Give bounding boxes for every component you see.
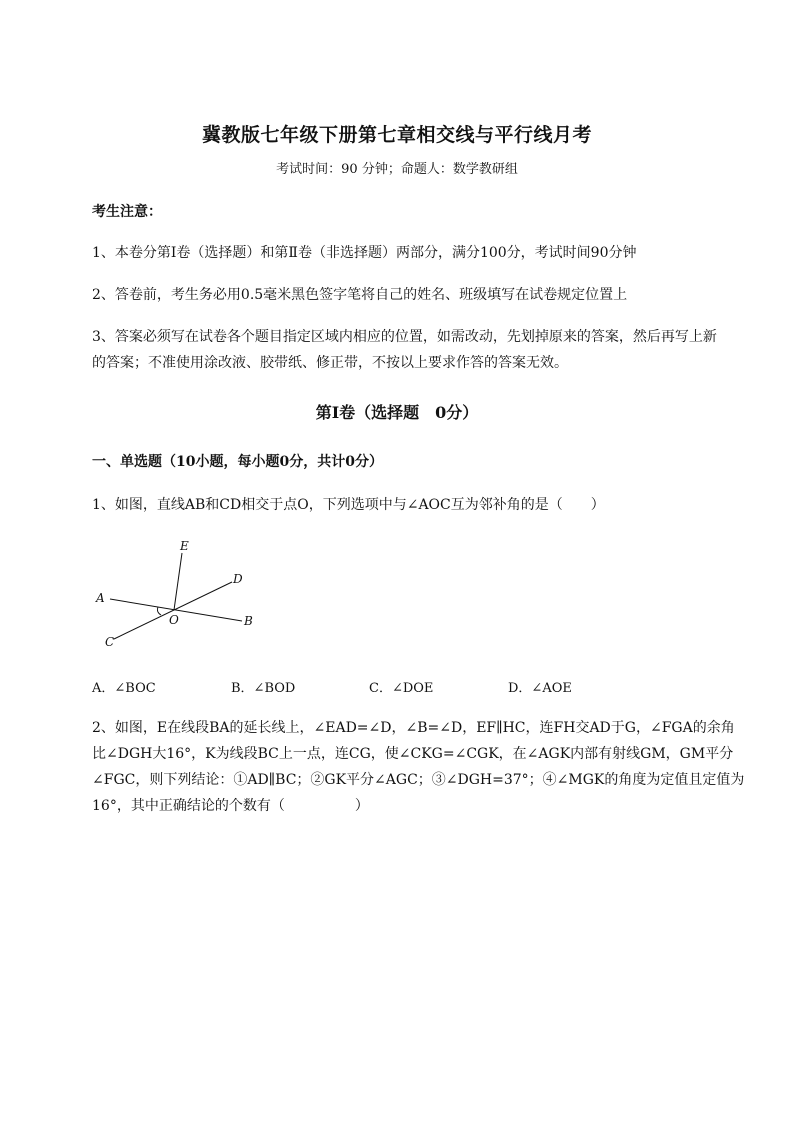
question-2-line-2: 比∠DGH大16°，K为线段BC上一点，连CG，使∠CKG=∠CGK，在∠AGK内部有射线GM，GM平分 bbox=[92, 746, 734, 762]
label-d: D bbox=[233, 572, 243, 586]
ray-oe bbox=[174, 553, 182, 610]
question-1-option-d: D．∠AOE bbox=[508, 681, 572, 696]
question-1-option-b: B．∠BOD bbox=[231, 681, 296, 696]
notice-item-2: 2、答卷前，考生务必用0.5毫米黑色签字笔将自己的姓名、班级填写在试卷规定位置上 bbox=[92, 287, 628, 303]
label-c: C bbox=[105, 635, 115, 649]
notice-item-1: 1、本卷分第Ⅰ卷（选择题）和第Ⅱ卷（非选择题）两部分，满分100分，考试时间90分钟 bbox=[92, 245, 637, 261]
label-b: B bbox=[244, 614, 253, 628]
question-2-line-3: ∠FGC，则下列结论：①AD∥BC；②GK平分∠AGC；③∠DGH=37°；④∠MGK的角度为定值且定值为 bbox=[92, 772, 745, 788]
label-e: E bbox=[180, 539, 189, 553]
question-1-figure bbox=[92, 532, 272, 656]
notice-heading: 考生注意： bbox=[92, 204, 162, 220]
label-o: O bbox=[169, 613, 179, 627]
section-title: 第Ⅰ卷（选择题 0分） bbox=[315, 403, 479, 422]
notice-item-3: 3、答案必须写在试卷各个题目指定区域内相应的位置，如需改动，先划掉原来的答案，然后再写上新 bbox=[92, 329, 717, 345]
page-title: 冀教版七年级下册第七章相交线与平行线月考 bbox=[201, 124, 592, 146]
question-2-line-1: 2、如图，E在线段BA的延长线上，∠EAD=∠D，∠B=∠D，EF∥HC，连FH交AD于G，∠FGA的余角 bbox=[92, 720, 735, 736]
question-1-option-c: C．∠DOE bbox=[369, 681, 434, 696]
line-cd bbox=[114, 582, 232, 639]
angle-arc bbox=[157, 607, 161, 615]
question-2-line-4: 16°，其中正确结论的个数有（ ） bbox=[92, 798, 369, 814]
question-1-stem: 1、如图，直线AB和CD相交于点O，下列选项中与∠AOC互为邻补角的是（ ） bbox=[92, 497, 605, 513]
part-heading: 一、单选题（10小题，每小题0分，共计0分） bbox=[92, 454, 383, 470]
question-1-option-a: A．∠BOC bbox=[92, 681, 156, 696]
exam-info: 考试时间：90 分钟；命题人：数学教研组 bbox=[276, 162, 518, 177]
notice-item-3-continued: 的答案；不准使用涂改液、胶带纸、修正带，不按以上要求作答的答案无效。 bbox=[92, 355, 568, 371]
label-a: A bbox=[96, 591, 105, 605]
